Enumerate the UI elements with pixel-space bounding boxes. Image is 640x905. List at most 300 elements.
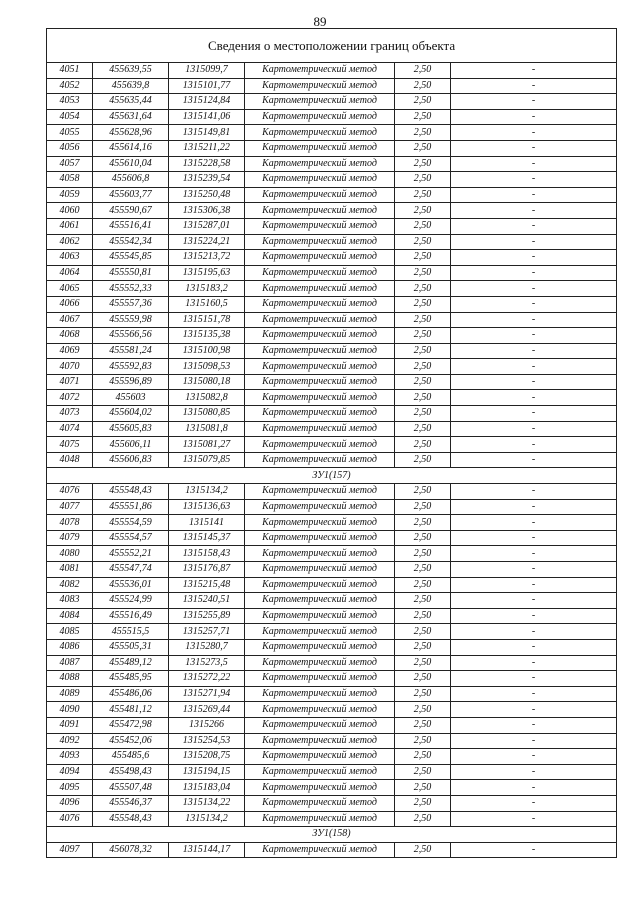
x-coordinate-cell: 455603,77 <box>93 187 169 203</box>
x-coordinate-cell: 455631,64 <box>93 109 169 125</box>
method-cell: Картометрический метод <box>245 811 395 827</box>
table-row <box>47 562 617 578</box>
boundary-table <box>46 28 617 858</box>
description-cell: - <box>451 109 617 125</box>
table-row <box>47 546 617 562</box>
table-row <box>47 359 617 375</box>
accuracy-cell: 2,50 <box>395 359 451 375</box>
point-number-cell: 4052 <box>47 78 93 94</box>
accuracy-cell: 2,50 <box>395 655 451 671</box>
point-number-cell: 4079 <box>47 530 93 546</box>
point-number-cell: 4068 <box>47 328 93 344</box>
y-coordinate-cell: 1315228,58 <box>169 156 245 172</box>
description-cell: - <box>451 296 617 312</box>
accuracy-cell: 2,50 <box>395 374 451 390</box>
method-cell: Картометрический метод <box>245 686 395 702</box>
y-coordinate-cell: 1315272,22 <box>169 671 245 687</box>
accuracy-cell: 2,50 <box>395 218 451 234</box>
x-coordinate-cell: 455452,06 <box>93 733 169 749</box>
description-cell: - <box>451 686 617 702</box>
method-cell: Картометрический метод <box>245 452 395 468</box>
description-cell: - <box>451 811 617 827</box>
x-coordinate-cell: 455581,24 <box>93 343 169 359</box>
x-coordinate-cell: 455606,11 <box>93 437 169 453</box>
x-coordinate-cell: 455486,06 <box>93 686 169 702</box>
accuracy-cell: 2,50 <box>395 265 451 281</box>
accuracy-cell: 2,50 <box>395 156 451 172</box>
description-cell: - <box>451 702 617 718</box>
table-row <box>47 811 617 827</box>
method-cell: Картометрический метод <box>245 218 395 234</box>
y-coordinate-cell: 1315099,7 <box>169 63 245 79</box>
point-number-cell: 4086 <box>47 639 93 655</box>
accuracy-cell: 2,50 <box>395 608 451 624</box>
method-cell: Картометрический метод <box>245 94 395 110</box>
table-row <box>47 265 617 281</box>
accuracy-cell: 2,50 <box>395 63 451 79</box>
accuracy-cell: 2,50 <box>395 686 451 702</box>
method-cell: Картометрический метод <box>245 842 395 858</box>
method-cell: Картометрический метод <box>245 172 395 188</box>
accuracy-cell: 2,50 <box>395 172 451 188</box>
method-cell: Картометрический метод <box>245 125 395 141</box>
description-cell: - <box>451 234 617 250</box>
y-coordinate-cell: 1315306,38 <box>169 203 245 219</box>
x-coordinate-cell: 455516,49 <box>93 608 169 624</box>
x-coordinate-cell: 455498,43 <box>93 764 169 780</box>
description-cell: - <box>451 733 617 749</box>
table-row <box>47 437 617 453</box>
accuracy-cell: 2,50 <box>395 499 451 515</box>
accuracy-cell: 2,50 <box>395 811 451 827</box>
accuracy-cell: 2,50 <box>395 343 451 359</box>
point-number-cell: 4089 <box>47 686 93 702</box>
y-coordinate-cell: 1315100,98 <box>169 343 245 359</box>
accuracy-cell: 2,50 <box>395 484 451 500</box>
table-row <box>47 764 617 780</box>
accuracy-cell: 2,50 <box>395 717 451 733</box>
x-coordinate-cell: 455604,02 <box>93 406 169 422</box>
accuracy-cell: 2,50 <box>395 733 451 749</box>
y-coordinate-cell: 1315211,22 <box>169 140 245 156</box>
method-cell: Картометрический метод <box>245 265 395 281</box>
point-number-cell: 4048 <box>47 452 93 468</box>
x-coordinate-cell: 455472,98 <box>93 717 169 733</box>
page-number: 89 <box>313 14 327 29</box>
table-row <box>47 717 617 733</box>
y-coordinate-cell: 1315254,53 <box>169 733 245 749</box>
method-cell: Картометрический метод <box>245 608 395 624</box>
accuracy-cell: 2,50 <box>395 390 451 406</box>
table-row <box>47 842 617 858</box>
accuracy-cell: 2,50 <box>395 421 451 437</box>
description-cell: - <box>451 359 617 375</box>
table-row <box>47 686 617 702</box>
y-coordinate-cell: 1315183,2 <box>169 281 245 297</box>
section-header-row <box>47 827 617 843</box>
accuracy-cell: 2,50 <box>395 639 451 655</box>
y-coordinate-cell: 1315257,71 <box>169 624 245 640</box>
x-coordinate-cell: 455485,6 <box>93 749 169 765</box>
point-number-cell: 4082 <box>47 577 93 593</box>
point-number-cell: 4058 <box>47 172 93 188</box>
x-coordinate-cell: 455547,74 <box>93 562 169 578</box>
x-coordinate-cell: 455614,16 <box>93 140 169 156</box>
point-number-cell: 4069 <box>47 343 93 359</box>
method-cell: Картометрический метод <box>245 328 395 344</box>
point-number-cell: 4064 <box>47 265 93 281</box>
point-number-cell: 4061 <box>47 218 93 234</box>
description-cell: - <box>451 187 617 203</box>
method-cell: Картометрический метод <box>245 390 395 406</box>
table-row <box>47 421 617 437</box>
description-cell: - <box>451 671 617 687</box>
x-coordinate-cell: 455605,83 <box>93 421 169 437</box>
y-coordinate-cell: 1315269,44 <box>169 702 245 718</box>
accuracy-cell: 2,50 <box>395 406 451 422</box>
table-row <box>47 655 617 671</box>
table-row <box>47 281 617 297</box>
accuracy-cell: 2,50 <box>395 328 451 344</box>
point-number-cell: 4072 <box>47 390 93 406</box>
description-cell: - <box>451 94 617 110</box>
table-row <box>47 94 617 110</box>
description-cell: - <box>451 250 617 266</box>
table-row <box>47 624 617 640</box>
table-row <box>47 172 617 188</box>
y-coordinate-cell: 1315240,51 <box>169 593 245 609</box>
description-cell: - <box>451 546 617 562</box>
accuracy-cell: 2,50 <box>395 702 451 718</box>
method-cell: Картометрический метод <box>245 577 395 593</box>
description-cell: - <box>451 655 617 671</box>
point-number-cell: 4094 <box>47 764 93 780</box>
y-coordinate-cell: 1315280,7 <box>169 639 245 655</box>
y-coordinate-cell: 1315098,53 <box>169 359 245 375</box>
description-cell: - <box>451 515 617 531</box>
accuracy-cell: 2,50 <box>395 296 451 312</box>
table-row <box>47 312 617 328</box>
table-row <box>47 515 617 531</box>
x-coordinate-cell: 455610,04 <box>93 156 169 172</box>
x-coordinate-cell: 455481,12 <box>93 702 169 718</box>
point-number-cell: 4088 <box>47 671 93 687</box>
point-number-cell: 4066 <box>47 296 93 312</box>
accuracy-cell: 2,50 <box>395 577 451 593</box>
method-cell: Картометрический метод <box>245 546 395 562</box>
point-number-cell: 4081 <box>47 562 93 578</box>
y-coordinate-cell: 1315194,15 <box>169 764 245 780</box>
description-cell: - <box>451 624 617 640</box>
description-cell: - <box>451 484 617 500</box>
table-row <box>47 671 617 687</box>
description-cell: - <box>451 421 617 437</box>
x-coordinate-cell: 455546,37 <box>93 795 169 811</box>
method-cell: Картометрический метод <box>245 296 395 312</box>
description-cell: - <box>451 218 617 234</box>
y-coordinate-cell: 1315080,18 <box>169 374 245 390</box>
point-number-cell: 4065 <box>47 281 93 297</box>
x-coordinate-cell: 455557,36 <box>93 296 169 312</box>
accuracy-cell: 2,50 <box>395 624 451 640</box>
point-number-cell: 4075 <box>47 437 93 453</box>
accuracy-cell: 2,50 <box>395 562 451 578</box>
description-cell: - <box>451 562 617 578</box>
description-cell: - <box>451 749 617 765</box>
point-number-cell: 4073 <box>47 406 93 422</box>
y-coordinate-cell: 1315273,5 <box>169 655 245 671</box>
method-cell: Картометрический метод <box>245 733 395 749</box>
table-row <box>47 250 617 266</box>
point-number-cell: 4070 <box>47 359 93 375</box>
method-cell: Картометрический метод <box>245 515 395 531</box>
description-cell: - <box>451 437 617 453</box>
method-cell: Картометрический метод <box>245 312 395 328</box>
point-number-cell: 4078 <box>47 515 93 531</box>
y-coordinate-cell: 1315224,21 <box>169 234 245 250</box>
point-number-cell: 4095 <box>47 780 93 796</box>
table-row <box>47 608 617 624</box>
accuracy-cell: 2,50 <box>395 312 451 328</box>
description-cell: - <box>451 203 617 219</box>
point-number-cell: 4087 <box>47 655 93 671</box>
y-coordinate-cell: 1315141,06 <box>169 109 245 125</box>
accuracy-cell: 2,50 <box>395 187 451 203</box>
accuracy-cell: 2,50 <box>395 250 451 266</box>
description-cell: - <box>451 343 617 359</box>
accuracy-cell: 2,50 <box>395 125 451 141</box>
table-row <box>47 390 617 406</box>
table-row <box>47 484 617 500</box>
table-row <box>47 343 617 359</box>
table-row <box>47 733 617 749</box>
accuracy-cell: 2,50 <box>395 437 451 453</box>
y-coordinate-cell: 1315135,38 <box>169 328 245 344</box>
section-label: ЗУ1(157) <box>47 468 617 484</box>
accuracy-cell: 2,50 <box>395 78 451 94</box>
table-row <box>47 234 617 250</box>
description-cell: - <box>451 593 617 609</box>
table-row <box>47 374 617 390</box>
table-row <box>47 795 617 811</box>
description-cell: - <box>451 281 617 297</box>
point-number-cell: 4080 <box>47 546 93 562</box>
y-coordinate-cell: 1315136,63 <box>169 499 245 515</box>
method-cell: Картометрический метод <box>245 484 395 500</box>
accuracy-cell: 2,50 <box>395 140 451 156</box>
point-number-cell: 4093 <box>47 749 93 765</box>
point-number-cell: 4057 <box>47 156 93 172</box>
y-coordinate-cell: 1315101,77 <box>169 78 245 94</box>
description-cell: - <box>451 265 617 281</box>
method-cell: Картометрический метод <box>245 156 395 172</box>
table-row <box>47 593 617 609</box>
description-cell: - <box>451 78 617 94</box>
x-coordinate-cell: 455566,56 <box>93 328 169 344</box>
accuracy-cell: 2,50 <box>395 234 451 250</box>
accuracy-cell: 2,50 <box>395 593 451 609</box>
y-coordinate-cell: 1315134,2 <box>169 484 245 500</box>
method-cell: Картометрический метод <box>245 281 395 297</box>
description-cell: - <box>451 374 617 390</box>
description-cell: - <box>451 530 617 546</box>
accuracy-cell: 2,50 <box>395 94 451 110</box>
accuracy-cell: 2,50 <box>395 546 451 562</box>
x-coordinate-cell: 455550,81 <box>93 265 169 281</box>
table-row <box>47 140 617 156</box>
y-coordinate-cell: 1315213,72 <box>169 250 245 266</box>
y-coordinate-cell: 1315145,37 <box>169 530 245 546</box>
x-coordinate-cell: 455548,43 <box>93 811 169 827</box>
x-coordinate-cell: 455628,96 <box>93 125 169 141</box>
y-coordinate-cell: 1315081,8 <box>169 421 245 437</box>
point-number-cell: 4084 <box>47 608 93 624</box>
table-row <box>47 63 617 79</box>
point-number-cell: 4085 <box>47 624 93 640</box>
method-cell: Картометрический метод <box>245 140 395 156</box>
point-number-cell: 4062 <box>47 234 93 250</box>
point-number-cell: 4096 <box>47 795 93 811</box>
description-cell: - <box>451 608 617 624</box>
accuracy-cell: 2,50 <box>395 749 451 765</box>
description-cell: - <box>451 764 617 780</box>
y-coordinate-cell: 1315158,43 <box>169 546 245 562</box>
accuracy-cell: 2,50 <box>395 530 451 546</box>
description-cell: - <box>451 639 617 655</box>
point-number-cell: 4074 <box>47 421 93 437</box>
method-cell: Картометрический метод <box>245 671 395 687</box>
method-cell: Картометрический метод <box>245 234 395 250</box>
accuracy-cell: 2,50 <box>395 780 451 796</box>
y-coordinate-cell: 1315195,63 <box>169 265 245 281</box>
description-cell: - <box>451 328 617 344</box>
method-cell: Картометрический метод <box>245 421 395 437</box>
table-row <box>47 530 617 546</box>
method-cell: Картометрический метод <box>245 780 395 796</box>
description-cell: - <box>451 63 617 79</box>
point-number-cell: 4077 <box>47 499 93 515</box>
point-number-cell: 4053 <box>47 94 93 110</box>
y-coordinate-cell: 1315183,04 <box>169 780 245 796</box>
y-coordinate-cell: 1315160,5 <box>169 296 245 312</box>
accuracy-cell: 2,50 <box>395 203 451 219</box>
table-row <box>47 203 617 219</box>
description-cell: - <box>451 780 617 796</box>
x-coordinate-cell: 455548,43 <box>93 484 169 500</box>
table-title-row <box>47 29 617 63</box>
point-number-cell: 4083 <box>47 593 93 609</box>
x-coordinate-cell: 455516,41 <box>93 218 169 234</box>
point-number-cell: 4055 <box>47 125 93 141</box>
y-coordinate-cell: 1315141 <box>169 515 245 531</box>
point-number-cell: 4063 <box>47 250 93 266</box>
method-cell: Картометрический метод <box>245 78 395 94</box>
table-row <box>47 187 617 203</box>
method-cell: Картометрический метод <box>245 530 395 546</box>
table-row <box>47 639 617 655</box>
x-coordinate-cell: 455606,8 <box>93 172 169 188</box>
description-cell: - <box>451 842 617 858</box>
method-cell: Картометрический метод <box>245 374 395 390</box>
method-cell: Картометрический метод <box>245 764 395 780</box>
point-number-cell: 4056 <box>47 140 93 156</box>
table-row <box>47 156 617 172</box>
table-row <box>47 328 617 344</box>
accuracy-cell: 2,50 <box>395 671 451 687</box>
x-coordinate-cell: 455505,31 <box>93 639 169 655</box>
method-cell: Картометрический метод <box>245 593 395 609</box>
table-row <box>47 702 617 718</box>
point-number-cell: 4060 <box>47 203 93 219</box>
y-coordinate-cell: 1315151,78 <box>169 312 245 328</box>
description-cell: - <box>451 795 617 811</box>
method-cell: Картометрический метод <box>245 187 395 203</box>
x-coordinate-cell: 455551,86 <box>93 499 169 515</box>
y-coordinate-cell: 1315124,84 <box>169 94 245 110</box>
y-coordinate-cell: 1315176,87 <box>169 562 245 578</box>
y-coordinate-cell: 1315080,85 <box>169 406 245 422</box>
table-row <box>47 499 617 515</box>
description-cell: - <box>451 406 617 422</box>
table-row <box>47 218 617 234</box>
table-row <box>47 109 617 125</box>
point-number-cell: 4051 <box>47 63 93 79</box>
description-cell: - <box>451 125 617 141</box>
method-cell: Картометрический метод <box>245 499 395 515</box>
description-cell: - <box>451 452 617 468</box>
y-coordinate-cell: 1315134,2 <box>169 811 245 827</box>
x-coordinate-cell: 455592,83 <box>93 359 169 375</box>
y-coordinate-cell: 1315271,94 <box>169 686 245 702</box>
method-cell: Картометрический метод <box>245 203 395 219</box>
x-coordinate-cell: 455559,98 <box>93 312 169 328</box>
description-cell: - <box>451 499 617 515</box>
method-cell: Картометрический метод <box>245 749 395 765</box>
table-row <box>47 125 617 141</box>
method-cell: Картометрический метод <box>245 250 395 266</box>
y-coordinate-cell: 1315215,48 <box>169 577 245 593</box>
x-coordinate-cell: 455635,44 <box>93 94 169 110</box>
section-header-row <box>47 468 617 484</box>
method-cell: Картометрический метод <box>245 343 395 359</box>
x-coordinate-cell: 455507,48 <box>93 780 169 796</box>
method-cell: Картометрический метод <box>245 655 395 671</box>
x-coordinate-cell: 455639,8 <box>93 78 169 94</box>
description-cell: - <box>451 577 617 593</box>
method-cell: Картометрический метод <box>245 717 395 733</box>
table-row <box>47 296 617 312</box>
accuracy-cell: 2,50 <box>395 515 451 531</box>
method-cell: Картометрический метод <box>245 359 395 375</box>
accuracy-cell: 2,50 <box>395 842 451 858</box>
x-coordinate-cell: 455545,85 <box>93 250 169 266</box>
point-number-cell: 4097 <box>47 842 93 858</box>
point-number-cell: 4091 <box>47 717 93 733</box>
y-coordinate-cell: 1315266 <box>169 717 245 733</box>
y-coordinate-cell: 1315287,01 <box>169 218 245 234</box>
description-cell: - <box>451 390 617 406</box>
accuracy-cell: 2,50 <box>395 281 451 297</box>
table-title: Сведения о местоположении границ объекта <box>47 29 617 63</box>
table-row <box>47 577 617 593</box>
description-cell: - <box>451 312 617 328</box>
y-coordinate-cell: 1315081,27 <box>169 437 245 453</box>
method-cell: Картометрический метод <box>245 406 395 422</box>
x-coordinate-cell: 455536,01 <box>93 577 169 593</box>
x-coordinate-cell: 455542,34 <box>93 234 169 250</box>
y-coordinate-cell: 1315239,54 <box>169 172 245 188</box>
y-coordinate-cell: 1315144,17 <box>169 842 245 858</box>
